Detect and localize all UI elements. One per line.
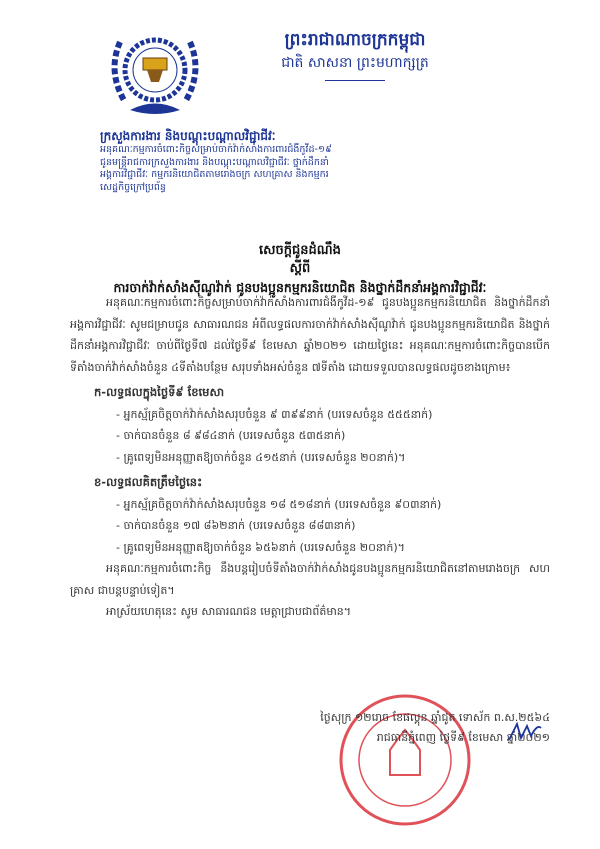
document-title	[40, 242, 560, 298]
intro-paragraph: អនុគណៈកម្មការចំពោះកិច្ចសម្រាប់ចាក់វ៉ាក់សាំងការពារជំងឺកូវីដ-១៩ ជូនបងប្អូនកម្មករនិយោជិត និងថ្នាក់ដឹកនាំអង្គការវិជ្ជាជីវៈ សូមជម្រាបជូន សាធារណជន អំពីលទ្ធផលការចាក់វ៉ាក់សាំងស៊ីណូវ៉ាក់ ជូនបងប្អូនកម្មករនិយោជិត និងថ្នាក់ដឹកនាំអង្គការវិជ្ជាជីវៈ ចាប់ពីថ្ងៃទី៧ ដល់ថ្ងៃទី៩ ខែមេសា ឆ្នាំ២០២១ ដោយថ្ងៃនេះ អនុគណៈកម្មការចំពោះកិច្ចបានបើកទីតាំងចាក់វ៉ាក់សាំងចំនួន ៤ទីតាំងបន្ថែម សរុបទាំងអស់ចំនួន ៧ទីតាំង ដោយទទួលបានលទ្ធផលដូចខាងក្រោម៖	[70, 296, 550, 374]
kingdom-motto: ជាតិ សាសនា ព្រះមហាក្សត្រ	[281, 55, 429, 71]
list-item: - ចាក់បានចំនួន ៨ ៩៨៤នាក់ (បរទេសចំនួន ៥៣៥នាក់)	[116, 425, 550, 447]
ministry-name: ក្រសួងការងារ និងបណ្តុះបណ្តាលវិជ្ជាជីវៈ	[100, 129, 276, 143]
closing-paragraph: អាស្រ័យហេតុនេះ សូម សាធារណជន មេត្តាជ្រាបជាព័ត៌មាន។	[106, 605, 352, 618]
list-item: - គ្រូពេទ្យមិនអនុញ្ញាតឱ្យចាក់ចំនួន ៤១៥នាក់ (បរទេសចំនួន ២០នាក់)។	[116, 447, 550, 469]
section-b-heading: ខ-លទ្ធផលគិតត្រឹមថ្ងៃនេះ	[94, 475, 203, 489]
section-a-heading: ក-លទ្ធផលក្នុងថ្ងៃទី៩ ខែមេសា	[94, 385, 225, 399]
continue-paragraph: អនុគណៈកម្មការចំពោះកិច្ច នឹងបន្តរៀបចំទីតាំងចាក់វ៉ាក់សាំងជូនបងប្អូនកម្មករនិយោជិតនៅតាមរោងចក្រ សហគ្រាស ជាបន្តបន្ទាប់ទៀត។	[70, 562, 550, 597]
kingdom-title: ព្រះរាជាណាចក្រកម្ពុជា	[284, 30, 426, 50]
title-notice: សេចក្តីជូនដំណឹង	[259, 243, 341, 258]
list-item: - អ្នកស្ម័គ្រចិត្តចាក់វ៉ាក់សាំងសរុបចំនួន ៩ ៣៩៩នាក់ (បរទេសចំនួន ៥៥៥នាក់)	[116, 404, 550, 426]
document-body	[70, 292, 550, 623]
ministry-logo	[105, 22, 205, 122]
ministry-line: ជូនមន្ត្រីរាជការក្រសួងការងារ និងបណ្តុះបណ្តាលវិជ្ជាជីវៈ ថ្នាក់ដឹកនាំ	[100, 156, 329, 168]
ministry-line: អនុគណៈកម្មការចំពោះកិច្ចសម្រាប់ចាក់វ៉ាក់សាំងការពារជំងឺកូវីដ-១៩	[100, 144, 332, 155]
title-regarding: ស្តីពី	[289, 261, 311, 276]
list-item: - គ្រូពេទ្យមិនអនុញ្ញាតឱ្យចាក់ចំនួន ៦៥៦នាក់ (បរទេសចំនួន ២០នាក់)។	[116, 537, 550, 559]
ministry-block	[100, 128, 420, 194]
list-item: - អ្នកស្ម័គ្រចិត្តចាក់វ៉ាក់សាំងសរុបចំនួន ១៨ ៥១៨នាក់ (បរទេសចំនួន ៩០៣នាក់)	[116, 494, 550, 516]
lunar-date: ថ្ងៃសុក្រ ១២រោច ខែផល្គុន ឆ្នាំជូត ទោស័ក ព.ស.២៥៦៤	[320, 711, 550, 724]
list-item: - ចាក់បានចំនួន ១៧ ៨៦២នាក់ (បរទេសចំនួន ៨៨៣នាក់)	[116, 515, 550, 537]
section-a-list	[70, 404, 550, 469]
title-subject: ការចាក់វ៉ាក់សាំងស៊ីណូវ៉ាក់ ជូនបងប្អូនកម្មករនិយោជិត និងថ្នាក់ដឹកនាំអង្គការវិជ្ជាជីវៈ	[113, 280, 487, 295]
ministry-line: អង្គការវិជ្ជាជីវៈ កម្មករនិយោជិតតាមរោងចក្រ សហគ្រាស និងកម្មករ	[100, 169, 329, 180]
solar-date: រាជធានីភ្នំពេញ ថ្ងៃទី៩ ខែមេសា ឆ្នាំ២០២១	[376, 731, 550, 744]
signature	[505, 718, 545, 748]
ornament-divider	[325, 80, 385, 81]
section-b-list	[70, 494, 550, 559]
kingdom-header	[250, 28, 460, 81]
ministry-line: សេដ្ឋកិច្ចក្រៅប្រព័ន្ធ	[100, 181, 166, 193]
